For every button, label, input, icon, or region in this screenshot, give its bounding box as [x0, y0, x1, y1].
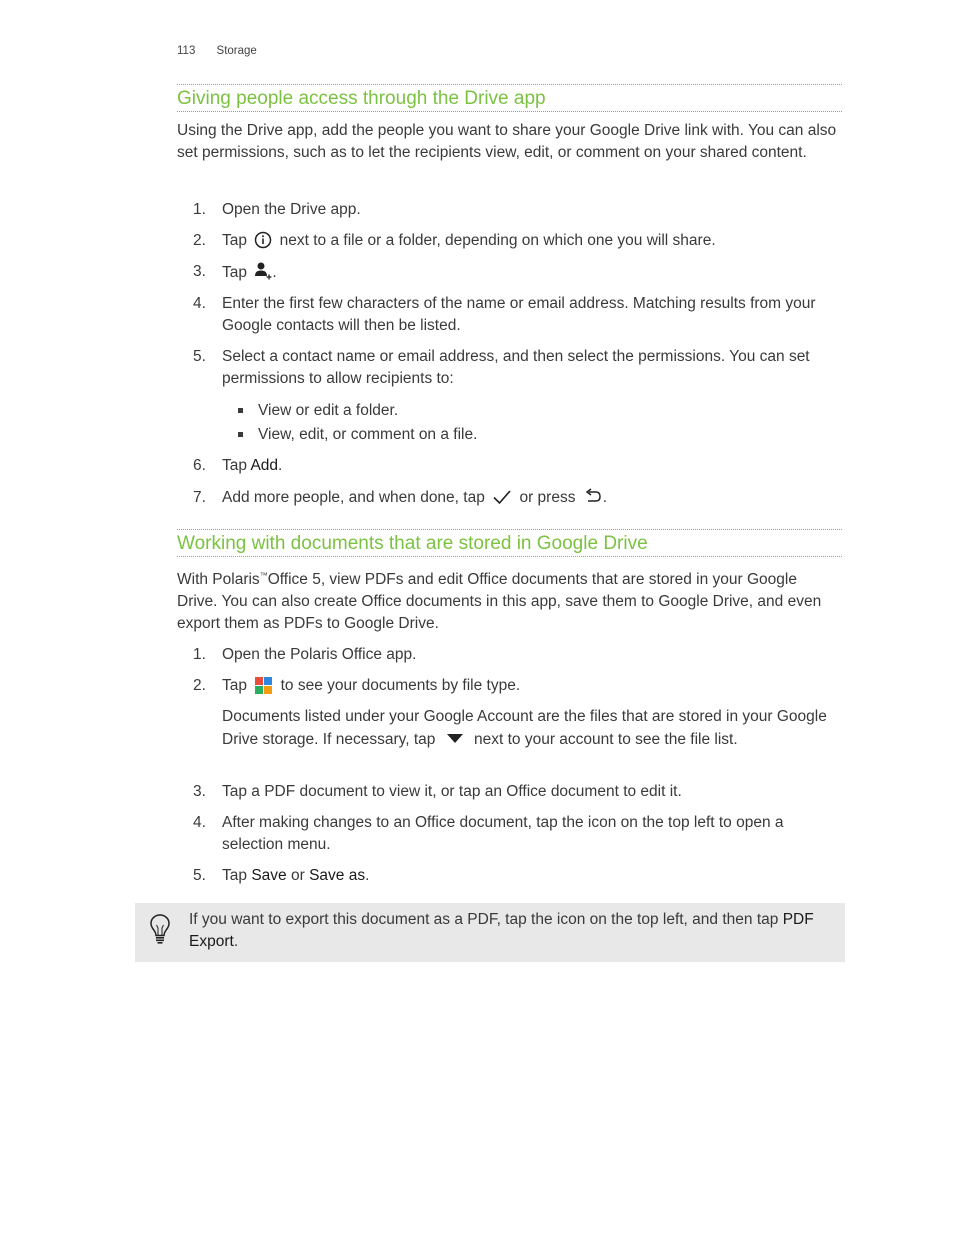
tip-text: If you want to export this document as a PDF, tap the icon on the top left, and then tap PDF Export. — [189, 911, 814, 950]
save-as-ui-label: Save as — [309, 867, 366, 884]
chapter-name: Storage — [216, 45, 257, 57]
list-item: 4. Enter the first few characters of the name or email address. Matching results from your Google contacts will then be listed. — [193, 295, 816, 334]
add-person-icon — [254, 261, 272, 288]
tip-box — [135, 903, 845, 962]
trademark-symbol: ™ — [259, 571, 268, 580]
checkmark-icon — [492, 488, 512, 513]
back-icon — [583, 488, 603, 513]
page-number: 113 — [177, 45, 196, 57]
section-heading-drive-access: Giving people access through the Drive app — [177, 84, 842, 112]
list-item-note: Documents listed under your Google Account are the files that are stored in your Google Drive storage. If necessary, tap next to your account to see the file list. — [222, 708, 827, 748]
dropdown-arrow-icon — [447, 728, 463, 750]
pdf-export-ui-label: PDF Export — [189, 911, 814, 950]
add-ui-label: Add — [250, 457, 279, 474]
save-ui-label: Save — [251, 867, 287, 884]
page-header — [177, 45, 257, 57]
section1-intro: Using the Drive app, add the people you want to share your Google Drive link with. You can also set permissions, such as to let the recipients view, edit, or comment on your shared content. — [177, 122, 837, 161]
info-icon — [254, 231, 272, 256]
section-heading-google-drive-documents: Working with documents that are stored in Google Drive — [177, 529, 842, 557]
section2-intro: With Polaris™Office 5, view PDFs and edit Office documents that are stored in your Google Drive. You can also create Office documents in this app, save them to Google Drive, and even export them as PDFs to Google Drive. — [177, 571, 822, 633]
lightbulb-icon — [149, 913, 171, 950]
file-type-grid-icon — [255, 677, 272, 701]
